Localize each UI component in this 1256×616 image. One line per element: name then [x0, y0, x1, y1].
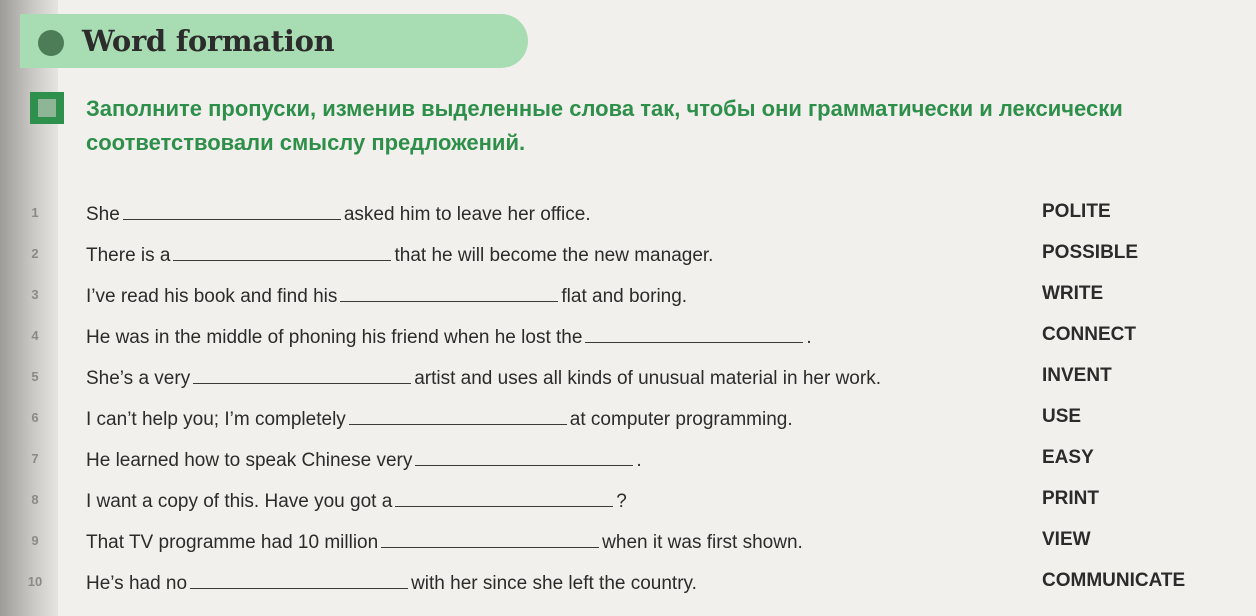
sentence-after-gap: when it was first shown.: [602, 532, 803, 553]
item-sentence: [86, 284, 687, 308]
item-number: 6: [31, 410, 39, 425]
sentence-before-gap: I’ve read his book and find his: [86, 286, 338, 307]
exercise-list: [0, 196, 1256, 606]
item-keyword: COMMUNICATE: [1042, 570, 1186, 591]
item-sentence: [86, 243, 713, 267]
item-number: 4: [31, 328, 39, 343]
exercise-item: [0, 360, 1256, 401]
sentence-before-gap: He learned how to speak Chinese very: [86, 450, 413, 471]
sentence-before-gap: He was in the middle of phoning his friend when he lost the: [86, 327, 583, 348]
section-title: Word formation: [82, 24, 335, 58]
sentence-before-gap: There is a: [86, 245, 171, 266]
item-keyword: INVENT: [1042, 365, 1112, 386]
item-number: 10: [27, 574, 43, 589]
item-keyword: WRITE: [1042, 283, 1104, 304]
answer-blank[interactable]: [395, 489, 613, 507]
exercise-item: [0, 319, 1256, 360]
item-number: 1: [31, 205, 39, 220]
sentence-after-gap: that he will become the new manager.: [394, 245, 714, 266]
item-keyword: USE: [1042, 406, 1082, 427]
item-keyword: CONNECT: [1042, 324, 1136, 345]
sentence-before-gap: She: [86, 204, 120, 225]
exercise-item: [0, 483, 1256, 524]
sentence-after-gap: ?: [616, 491, 627, 512]
item-keyword: EASY: [1042, 447, 1094, 468]
sentence-before-gap: I can’t help you; I’m completely: [86, 409, 346, 430]
item-number: 2: [31, 246, 39, 261]
item-number: 8: [31, 492, 39, 507]
sentence-after-gap: .: [806, 327, 812, 348]
sentence-before-gap: I want a copy of this. Have you got a: [86, 491, 393, 512]
sentence-after-gap: asked him to leave her office.: [343, 204, 591, 225]
exercise-item: [0, 278, 1256, 319]
item-sentence: [86, 407, 793, 431]
exercise-item: [0, 565, 1256, 606]
sentence-before-gap: She’s a very: [86, 368, 191, 389]
item-number: 7: [31, 451, 39, 466]
sentence-after-gap: with her since she left the country.: [411, 573, 697, 594]
item-sentence: [86, 325, 812, 349]
answer-blank[interactable]: [193, 366, 411, 384]
item-sentence: [86, 448, 642, 472]
item-number: 9: [31, 533, 39, 548]
sentence-before-gap: He’s had no: [86, 573, 188, 594]
task-instruction: Заполните пропуски, изменив выделенные слова так, чтобы они грамматически и лексически соответствовали смыслу предложений.: [86, 96, 1123, 155]
task-square-icon: [30, 92, 64, 124]
sentence-after-gap: flat and boring.: [561, 286, 688, 307]
bullet-circle-icon: [38, 30, 64, 56]
answer-blank[interactable]: [173, 243, 391, 261]
task-square-inner: [38, 99, 56, 117]
item-sentence: [86, 489, 627, 513]
item-sentence: [86, 530, 803, 554]
answer-blank[interactable]: [349, 407, 567, 425]
sentence-before-gap: That TV programme had 10 million: [86, 532, 379, 553]
sentence-after-gap: at computer programming.: [569, 409, 793, 430]
item-number: 5: [31, 369, 39, 384]
item-sentence: [86, 366, 881, 390]
exercise-item: [0, 196, 1256, 237]
answer-blank[interactable]: [381, 530, 599, 548]
answer-blank[interactable]: [585, 325, 803, 343]
answer-blank[interactable]: [415, 448, 633, 466]
item-sentence: [86, 202, 591, 226]
exercise-item: [0, 237, 1256, 278]
item-keyword: POLITE: [1042, 201, 1111, 222]
item-number: 3: [31, 287, 39, 302]
sentence-after-gap: artist and uses all kinds of unusual material in her work.: [414, 368, 881, 389]
item-keyword: PRINT: [1042, 488, 1099, 509]
exercise-item: [0, 524, 1256, 565]
item-keyword: POSSIBLE: [1042, 242, 1139, 263]
exercise-item: [0, 401, 1256, 442]
sentence-after-gap: .: [636, 450, 642, 471]
answer-blank[interactable]: [340, 284, 558, 302]
item-keyword: VIEW: [1042, 529, 1091, 550]
answer-blank[interactable]: [190, 571, 408, 589]
answer-blank[interactable]: [123, 202, 341, 220]
item-sentence: [86, 571, 697, 595]
exercise-item: [0, 442, 1256, 483]
